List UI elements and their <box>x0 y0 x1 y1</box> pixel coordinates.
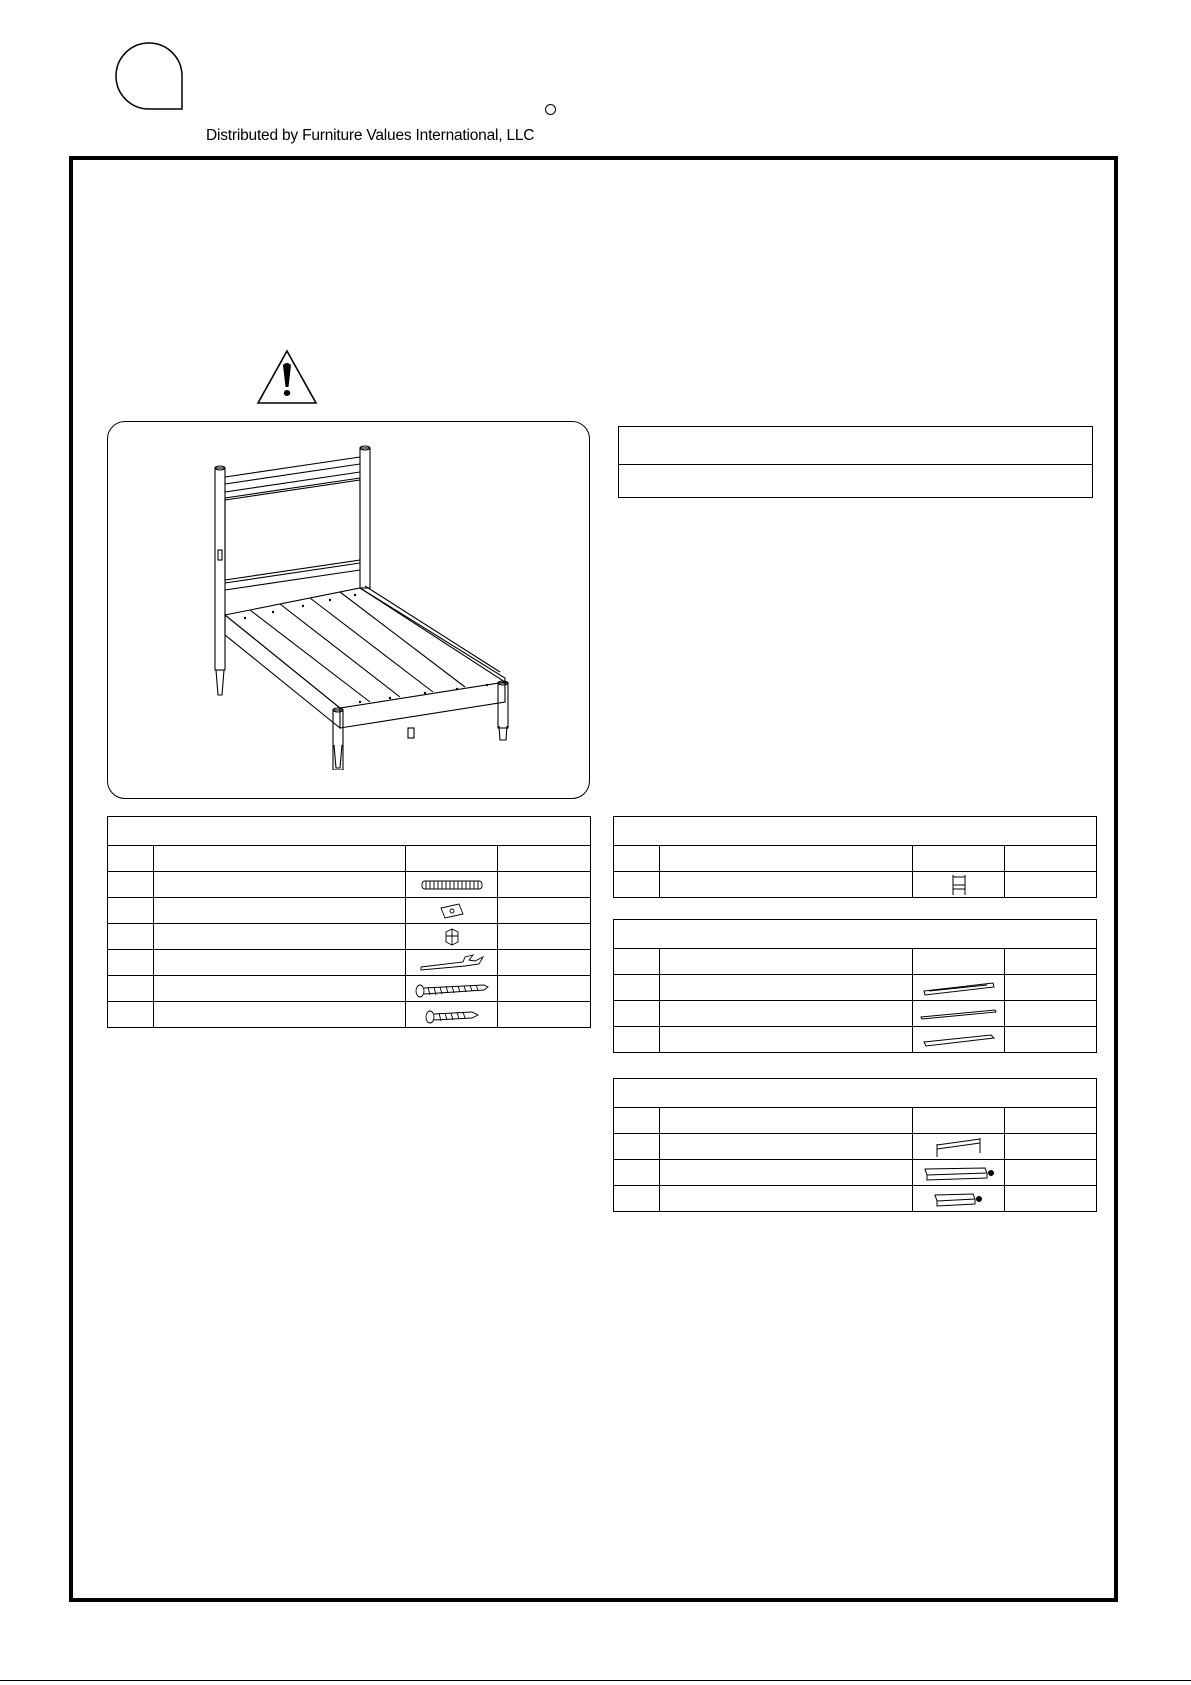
footboard-rail-icon <box>934 1136 984 1158</box>
info-box-divider <box>619 464 1092 465</box>
table-header-row <box>108 846 591 872</box>
cap-nut-icon <box>441 926 463 948</box>
table-row <box>108 872 591 898</box>
table-title-cell <box>614 920 1097 949</box>
long-leg-icon <box>921 1163 997 1183</box>
table-row <box>614 1186 1097 1212</box>
table-row <box>614 1001 1097 1027</box>
short-screw-icon <box>424 1005 480 1025</box>
registered-mark-icon <box>545 104 556 115</box>
headboard-icon <box>950 873 968 897</box>
table-row <box>108 924 591 950</box>
page-bottom-rule <box>0 1680 1191 1681</box>
side-rail-icon <box>921 978 997 998</box>
table-row <box>108 950 591 976</box>
table-header-row <box>614 1108 1097 1134</box>
carton-c-parts-table <box>613 1078 1097 1212</box>
short-leg-icon <box>931 1189 987 1209</box>
table-row <box>614 1160 1097 1186</box>
allen-wrench-icon <box>419 953 485 973</box>
distributor-line: Distributed by Furniture Values International, LLC <box>206 127 535 144</box>
table-title-cell <box>614 1079 1097 1108</box>
hardware-parts-table <box>107 816 591 1028</box>
table-row <box>614 872 1097 898</box>
slat-board-icon <box>921 1031 997 1049</box>
table-row <box>614 975 1097 1001</box>
brand-logo-icon <box>115 42 183 110</box>
table-row <box>108 1002 591 1028</box>
bed-illustration-icon <box>195 440 515 770</box>
table-row <box>108 898 591 924</box>
table-row <box>108 976 591 1002</box>
warning-triangle-icon <box>256 349 318 405</box>
table-header-row <box>614 846 1097 872</box>
long-screw-icon <box>414 979 490 999</box>
table-title-cell <box>614 817 1097 846</box>
threaded-rod-icon <box>420 878 484 892</box>
carton-a-parts-table <box>613 816 1097 898</box>
slat-support-icon <box>919 1007 999 1021</box>
table-row <box>614 1134 1097 1160</box>
table-title-cell <box>108 817 591 846</box>
barrel-nut-icon <box>437 902 467 920</box>
carton-b-parts-table <box>613 919 1097 1053</box>
table-row <box>614 1027 1097 1053</box>
info-box <box>618 426 1093 498</box>
table-header-row <box>614 949 1097 975</box>
